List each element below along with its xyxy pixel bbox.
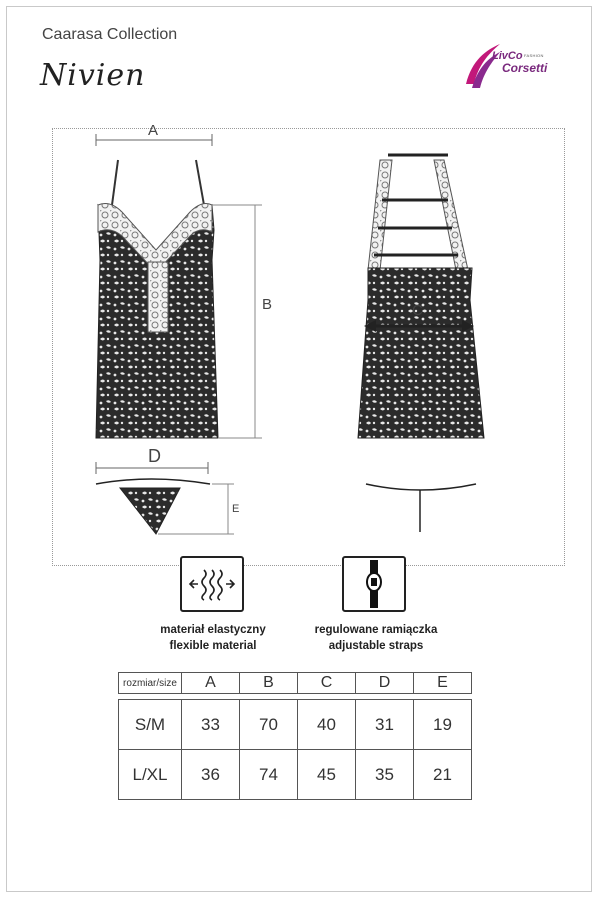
front-view: [96, 134, 262, 438]
dimension-label-a: A: [148, 122, 159, 139]
thong-view: [96, 462, 234, 534]
dimension-label-e: E: [232, 503, 240, 515]
size-cell: 74: [240, 750, 298, 800]
size-column-header: D: [356, 673, 414, 694]
dimension-label-b: B: [262, 296, 273, 313]
size-column-header: A: [182, 673, 240, 694]
table-row: [119, 700, 472, 750]
size-name: S/M: [119, 700, 182, 750]
adjustable-strap-icon: [342, 556, 406, 612]
size-cell: 33: [182, 700, 240, 750]
size-cell: 70: [240, 700, 298, 750]
feature-flexible-material-en: flexible material: [169, 640, 257, 652]
size-column-header: E: [414, 673, 472, 694]
size-name: L/XL: [119, 750, 182, 800]
table-row: [119, 750, 472, 800]
collection-name: Caarasa Collection: [42, 26, 178, 43]
brand-name-line1: LivCo: [492, 50, 523, 62]
size-column-header: B: [240, 673, 298, 694]
brand-name-line2: Corsetti: [502, 61, 548, 75]
size-table-corner: rozmiar/size: [119, 673, 182, 694]
model-name: Nivien: [40, 58, 146, 93]
back-view: [358, 155, 484, 532]
dimension-label-d: D: [148, 446, 161, 466]
size-table: [118, 672, 472, 800]
size-cell: 36: [182, 750, 240, 800]
dimension-label-c: C: [412, 302, 423, 319]
size-cell: 31: [356, 700, 414, 750]
size-column-header: C: [298, 673, 356, 694]
feature-adjustable-straps-en: adjustable straps: [328, 640, 424, 652]
size-table-header: [119, 673, 472, 694]
feature-flexible-material: [138, 622, 288, 654]
size-cell: 21: [414, 750, 472, 800]
stretch-material-icon: [180, 556, 244, 612]
size-cell: 40: [298, 700, 356, 750]
feature-adjustable-straps-pl: regulowane ramiączka: [314, 624, 438, 636]
feature-adjustable-straps: [296, 622, 456, 654]
brand-tagline: FASHION: [524, 53, 544, 58]
size-cell: 19: [414, 700, 472, 750]
size-cell: 45: [298, 750, 356, 800]
feature-flexible-material-pl: materiał elastyczny: [160, 624, 266, 636]
size-cell: 35: [356, 750, 414, 800]
